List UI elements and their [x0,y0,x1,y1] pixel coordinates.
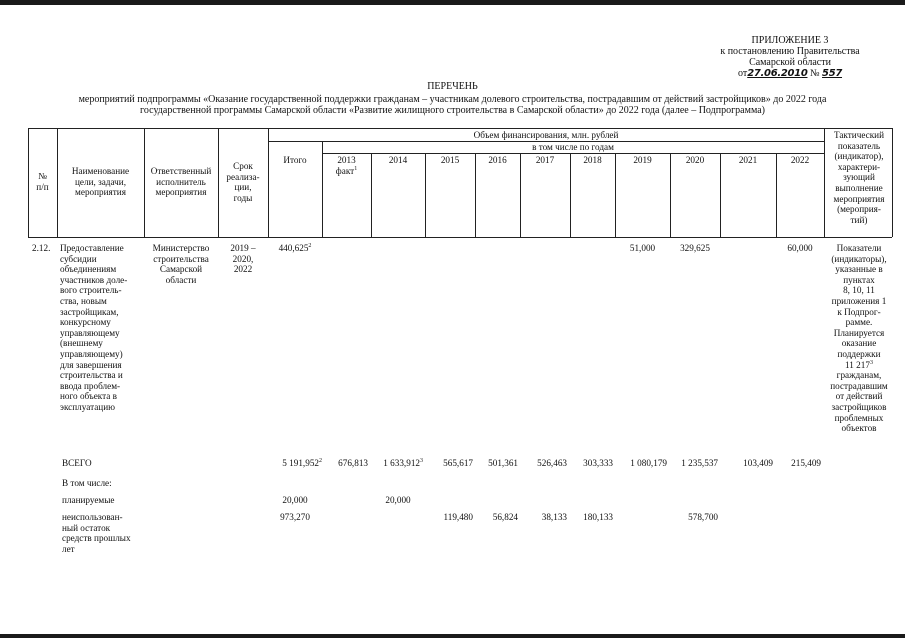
total-2018: 303,333 [583,458,613,468]
total-2020: 1 235,537 [681,458,718,468]
col-header-year-2013: 2013 факт$^1$ [335,155,358,176]
row-indicator: Показатели (индикаторы), указанные в пунктах 8, 10, 11 приложения 1 к Подпрог- рамме. Планируется оказание поддержки 11 $217^3$ гражданам, пострадавшим от действий застройщиков проблемных объектов [830,243,888,434]
appendix-date-line [700,68,880,79]
row-measure-name: Предоставление субсидии объединениям участников доле- вого строитель- ства, новым застройщикам, конкурсному управляющему (внешнему управляющему) для завершения строительства и ввода проблем- ного объекта в эксплуатацию [60,243,128,412]
col-header-name: Наименование цели, задачи, мероприятия [71,166,130,198]
appendix-header [700,35,880,79]
total-2019: 1 080,179 [630,458,667,468]
row-2022: 60,000 [787,243,813,253]
date-prefix: от [737,68,748,79]
total-label: ВСЕГО [62,458,92,468]
unused-2016: 56,824 [492,512,518,522]
unused-2017: 38,133 [541,512,567,522]
scan-bottom-border [0,634,905,638]
total-2021: 103,409 [743,458,773,468]
scan-top-border [0,0,905,5]
col-header-year: 2014 [388,155,408,165]
unused-total: 973,270 [280,512,310,522]
total-2022: 215,409 [791,458,821,468]
col-header-year: 2022 [790,155,810,165]
row-total: 440,625$^2$ [278,242,312,253]
total-2016: 501,361 [488,458,518,468]
col-header-year: 2017 [535,155,555,165]
col-header-num: № п/п [36,171,49,192]
total-2017: 526,463 [537,458,567,468]
planned-total: 20,000 [282,495,308,505]
row-number: 2.12. [32,243,51,253]
including-label: В том числе: [62,478,112,488]
total-2013: 676,813 [338,458,368,468]
appendix-line3: Самарской области [749,57,831,68]
col-header-executor: Ответственный исполнитель мероприятия [150,166,212,198]
row-2019: 51,000 [629,243,656,253]
col-header-indicator: Тактический показатель (индикатор), характери- зующий выполнение мероприятия (мероприя- тий) [833,130,885,225]
number-prefix: № [809,68,820,79]
col-header-financing: Объем финансирования, млн. рублей [473,130,619,140]
row-2020: 329,625 [680,243,710,253]
grand-total: 5 191,952$^2$ [282,457,322,468]
handwritten-number: 557 [822,68,843,79]
col-header-year: 2018 [583,155,602,165]
col-header-by-year: в том числе по годам [532,142,614,152]
handwritten-date: 27.06.2010 [747,68,808,79]
appendix-line2: к постановлению Правительства [720,46,860,57]
unused-2018: 180,133 [583,512,613,522]
document-heading: ПЕРЕЧЕНЬ [427,81,478,92]
planned-2014: 20,000 [385,495,411,505]
total-2015: 565,617 [443,458,473,468]
planned-label: планируемые [62,495,115,505]
col-header-year: 2016 [488,155,507,165]
appendix-title: ПРИЛОЖЕНИЕ 3 [751,35,829,46]
total-2014: 1 633,912$^3$ [383,457,423,468]
unused-2015: 119,480 [443,512,473,522]
col-header-year: 2021 [738,155,758,165]
col-header-year: 2015 [440,155,460,165]
col-header-period: Срок реализа- ции, годы [226,161,260,203]
row-period: 2019 – 2020, 2022 [230,243,256,275]
row-executor: Министерство строительства Самарской области [152,243,210,285]
col-header-year: 2020 [685,155,705,165]
unused-label: неиспользован- ный остаток средств прошлых лет [62,512,131,554]
col-header-total: Итого [283,155,307,165]
document-title-line2: государственной программы Самарской области «Развитие жилищного строительства в Самарской области» до 2022 года (далее – Подпрограмма) [140,105,765,116]
unused-2020: 578,700 [688,512,718,522]
col-header-year: 2019 [633,155,652,165]
document-title-line1: мероприятий подпрограммы «Оказание государственной поддержки гражданам – участникам долевого строительства, пострадавшим от действий застройщиков» до 2022 года [78,94,827,105]
